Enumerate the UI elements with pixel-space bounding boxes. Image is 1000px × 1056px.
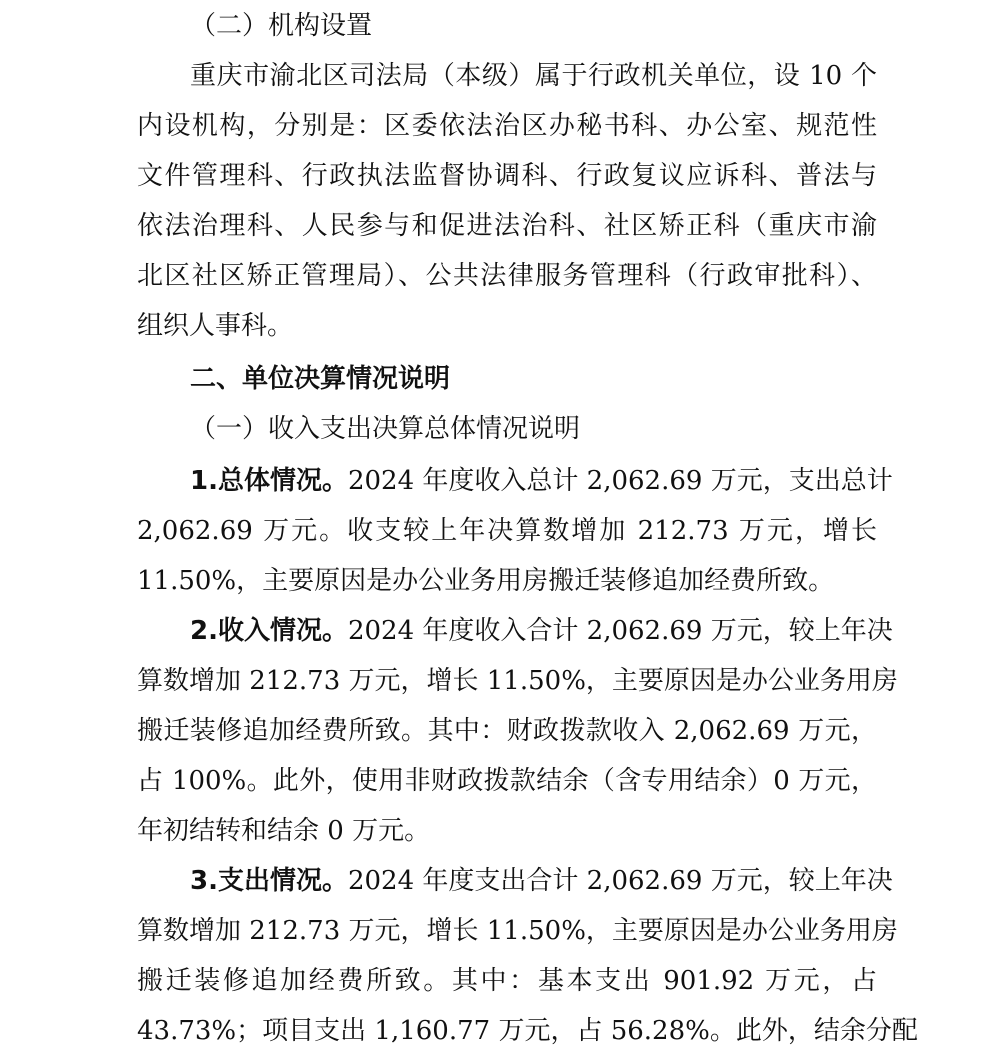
- p1-line-2: 2,062.69 万元。收支较上年决算数增加 212.73 万元，增长: [137, 516, 877, 546]
- org-line-3: 文件管理科、行政执法监督协调科、行政复议应诉科、普法与: [137, 161, 877, 191]
- p2-line-3: 搬迁装修追加经费所致。其中：财政拨款收入 2,062.69 万元，: [137, 716, 877, 746]
- p1-line-1-text: 2024 年度收入总计 2,062.69 万元，支出总计: [347, 466, 893, 496]
- org-line-1: 重庆市渝北区司法局（本级）属于行政机关单位，设 10 个: [190, 61, 877, 91]
- org-line-4: 依法治理科、人民参与和促进法治科、社区矫正科（重庆市渝: [137, 211, 877, 241]
- org-line-6: 组织人事科。: [137, 311, 294, 341]
- p3-line-4: 43.73%；项目支出 1,160.77 万元，占 56.28%。此外，结余分配: [137, 1016, 918, 1046]
- p3-line-2: 算数增加 212.73 万元，增长 11.50%，主要原因是办公业务用房: [137, 916, 898, 946]
- p2-line-4: 占 100%。此外，使用非财政拨款结余（含专用结余）0 万元，: [137, 766, 877, 796]
- p2-label: 2.收入情况。: [190, 616, 348, 646]
- org-line-2: 内设机构，分别是：区委依法治区办秘书科、办公室、规范性: [137, 111, 877, 141]
- p3-line-3: 搬迁装修追加经费所致。其中：基本支出 901.92 万元，占: [137, 966, 877, 996]
- org-line-5: 北区社区矫正管理局）、公共法律服务管理科（行政审批科）、: [137, 261, 877, 291]
- p2-line-2: 算数增加 212.73 万元，增长 11.50%，主要原因是办公业务用房: [137, 666, 898, 696]
- p2-line-5: 年初结转和结余 0 万元。: [137, 816, 431, 846]
- p2-line-1: [190, 606, 893, 656]
- p3-label: 3.支出情况。: [190, 866, 348, 896]
- p3-line-1: [190, 856, 893, 906]
- p1-label: 1.总体情况。: [190, 466, 348, 496]
- section-heading-org: （二）机构设置: [190, 11, 373, 41]
- p1-line-1: [190, 456, 893, 506]
- p2-line-1-text: 2024 年度收入合计 2,062.69 万元，较上年决: [347, 616, 893, 646]
- section-heading-two: 二、单位决算情况说明: [190, 364, 451, 394]
- sub-heading-overview: （一）收入支出决算总体情况说明: [190, 414, 581, 444]
- p3-line-1-text: 2024 年度支出合计 2,062.69 万元，较上年决: [347, 866, 893, 896]
- p1-line-3: 11.50%，主要原因是办公业务用房搬迁装修追加经费所致。: [137, 566, 835, 596]
